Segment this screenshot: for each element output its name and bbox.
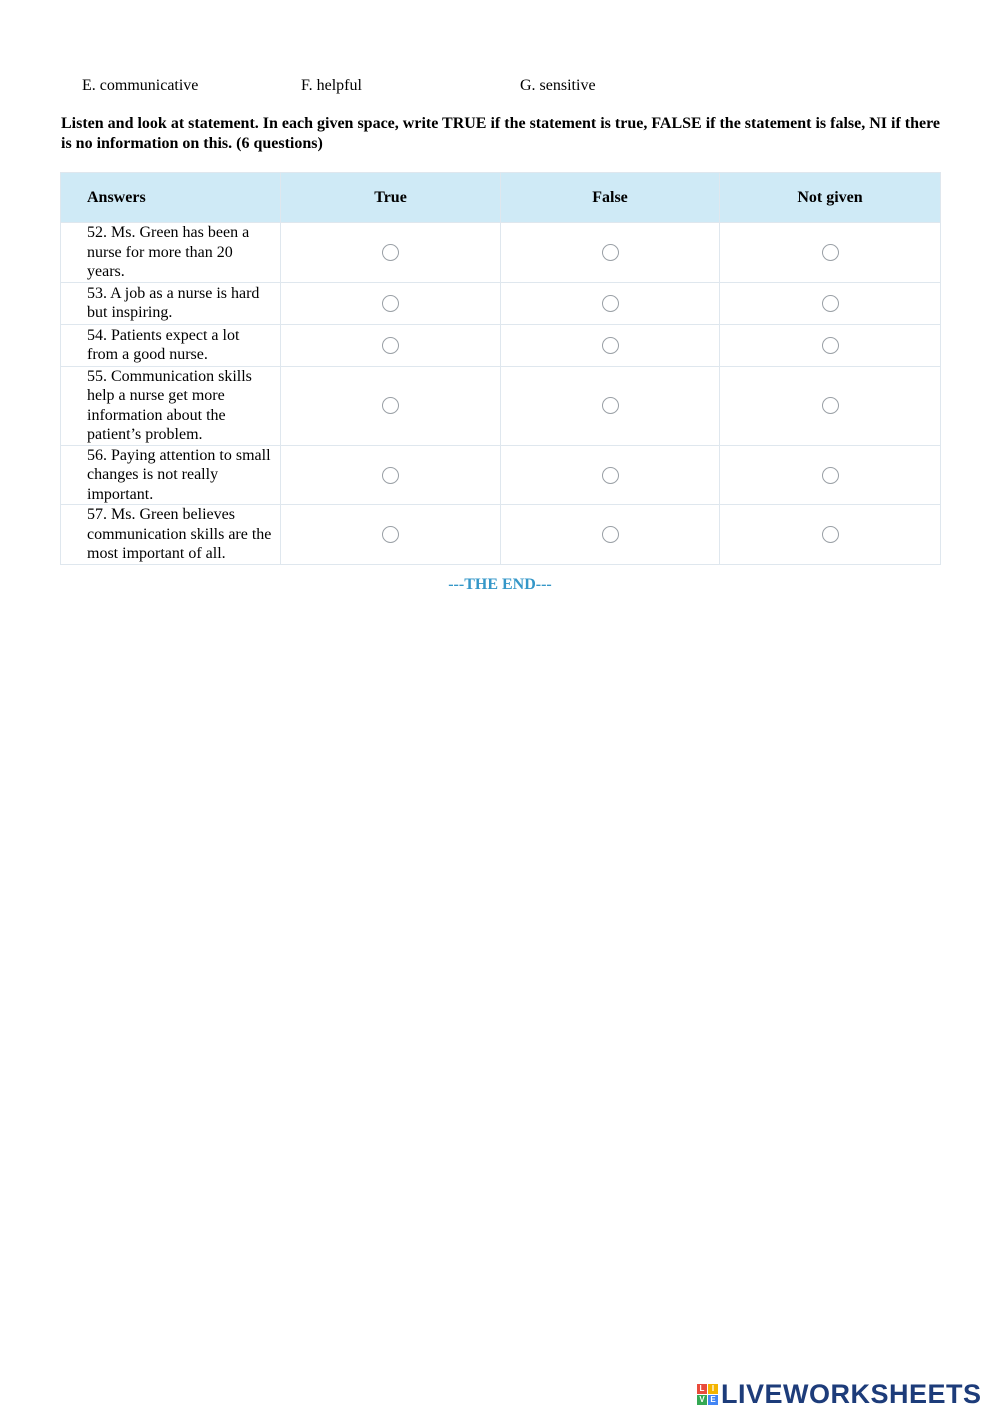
table-row	[61, 282, 941, 324]
word-options	[0, 77, 1000, 101]
statement-57: 57. Ms. Green believes communication skills are the most important of all.	[61, 505, 281, 565]
radio-not-given-54[interactable]	[822, 337, 839, 354]
option-f: F. helpful	[301, 77, 362, 94]
radio-not-given-53[interactable]	[822, 295, 839, 312]
header-answers: Answers	[61, 173, 281, 223]
logo-mark-i: I	[708, 1384, 718, 1394]
table-row	[61, 324, 941, 366]
radio-true-56[interactable]	[382, 467, 399, 484]
logo-mark-icon	[697, 1384, 718, 1405]
statement-53: 53. A job as a nurse is hard but inspiring.	[61, 282, 281, 324]
table-row	[61, 445, 941, 505]
table-header-row	[61, 173, 941, 223]
true-false-table	[60, 172, 941, 565]
statement-54: 54. Patients expect a lot from a good nurse.	[61, 324, 281, 366]
liveworksheets-logo	[697, 1378, 982, 1410]
radio-false-56[interactable]	[602, 467, 619, 484]
radio-true-53[interactable]	[382, 295, 399, 312]
radio-true-55[interactable]	[382, 397, 399, 414]
radio-not-given-52[interactable]	[822, 244, 839, 261]
option-g: G. sensitive	[520, 77, 596, 94]
radio-not-given-57[interactable]	[822, 526, 839, 543]
radio-false-53[interactable]	[602, 295, 619, 312]
radio-true-54[interactable]	[382, 337, 399, 354]
radio-false-54[interactable]	[602, 337, 619, 354]
statement-56: 56. Paying attention to small changes is not really important.	[61, 445, 281, 505]
radio-true-57[interactable]	[382, 526, 399, 543]
radio-false-55[interactable]	[602, 397, 619, 414]
logo-mark-v: V	[697, 1395, 707, 1405]
header-not-given: Not given	[720, 173, 941, 223]
radio-false-57[interactable]	[602, 526, 619, 543]
option-e: E. communicative	[82, 77, 199, 94]
statement-52: 52. Ms. Green has been a nurse for more than 20 years.	[61, 223, 281, 283]
logo-mark-e: E	[708, 1395, 718, 1405]
header-true: True	[281, 173, 501, 223]
header-false: False	[501, 173, 720, 223]
radio-true-52[interactable]	[382, 244, 399, 261]
table-row	[61, 223, 941, 283]
instructions: Listen and look at statement. In each given space, write TRUE if the statement is true, FALSE if the statement is false, NI if there is no information on this. (6 questions)	[61, 115, 941, 152]
table-row	[61, 366, 941, 445]
end-marker: ---THE END---	[448, 576, 552, 593]
radio-not-given-56[interactable]	[822, 467, 839, 484]
radio-not-given-55[interactable]	[822, 397, 839, 414]
statement-55: 55. Communication skills help a nurse get more information about the patient’s problem.	[61, 366, 281, 445]
radio-false-52[interactable]	[602, 244, 619, 261]
table-row	[61, 505, 941, 565]
logo-text: LIVEWORKSHEETS	[721, 1378, 982, 1409]
logo-mark-l: L	[697, 1384, 707, 1394]
